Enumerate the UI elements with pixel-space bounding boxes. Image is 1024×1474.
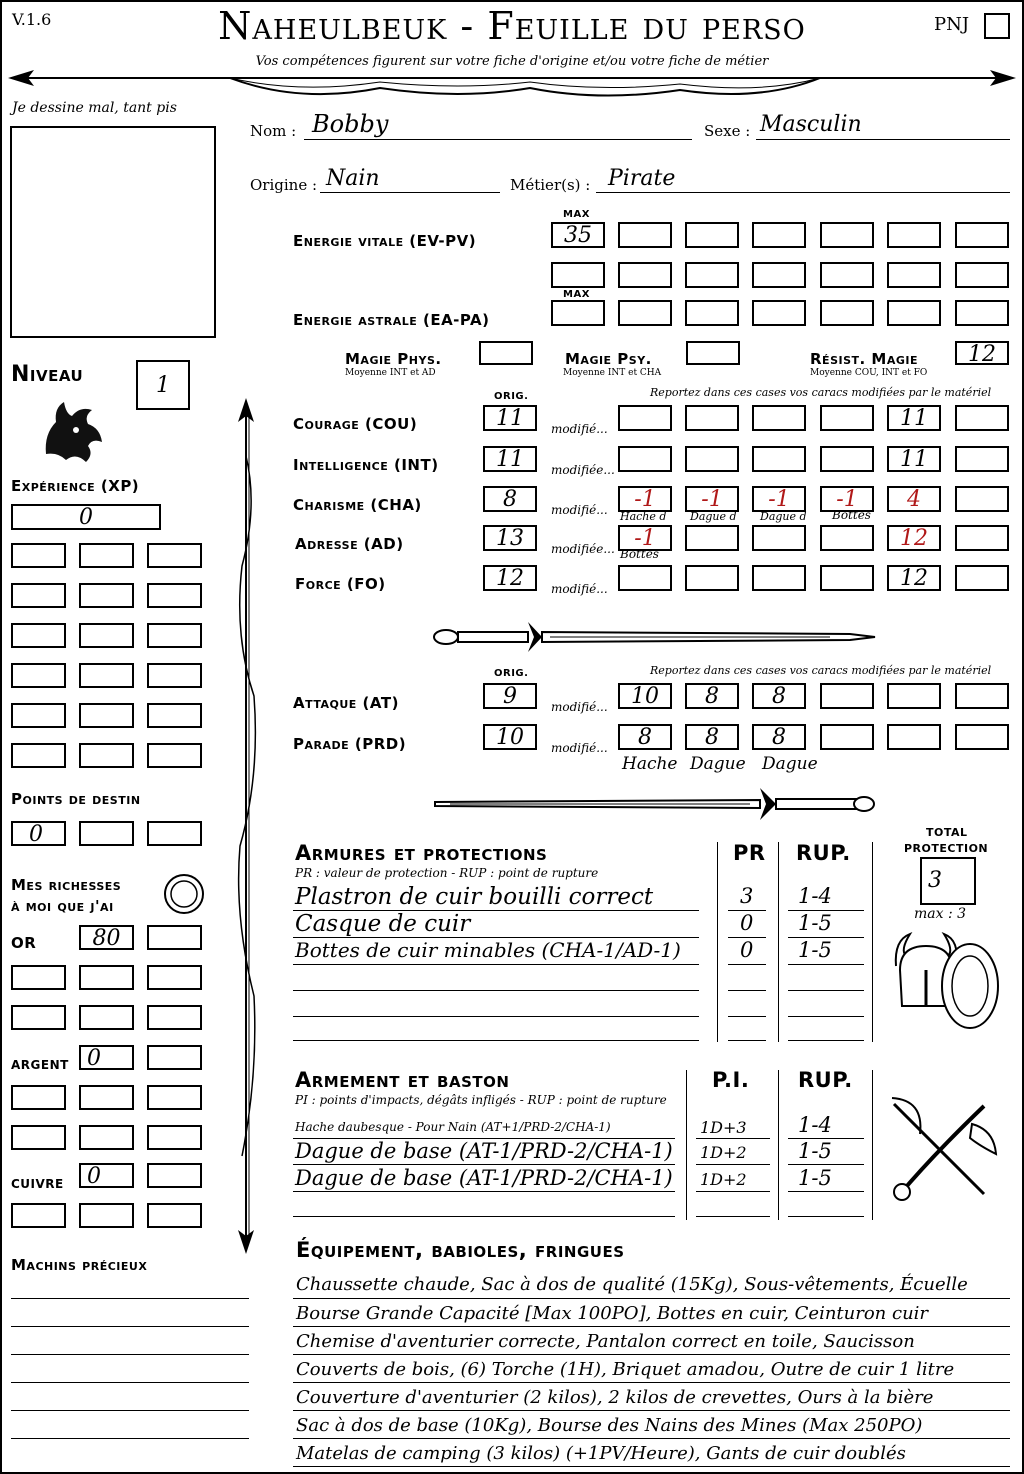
- or-box[interactable]: [147, 925, 202, 950]
- argent-box[interactable]: [147, 1125, 202, 1150]
- ad-orig-value: 13: [496, 526, 524, 551]
- equipment-rule: [293, 1354, 1010, 1355]
- ev-box[interactable]: [820, 262, 874, 288]
- ad-mod-label: modifiée...: [551, 542, 615, 556]
- fo-orig-value: 12: [496, 566, 524, 591]
- ad-mod-value: -1: [634, 526, 656, 551]
- armor-line[interactable]: [728, 1040, 766, 1041]
- ev-box[interactable]: [685, 222, 739, 248]
- armor-column-divider: [872, 842, 873, 1042]
- cou-final-value: 11: [900, 406, 928, 431]
- total-protection-value: 3: [928, 868, 942, 893]
- precious-line[interactable]: [11, 1410, 249, 1411]
- int-mod-label: modifiée...: [551, 463, 615, 477]
- int-mod-box[interactable]: [820, 446, 874, 472]
- armor-item-pr[interactable]: 0: [740, 938, 754, 962]
- cha-label: Charisme (CHA): [293, 496, 422, 514]
- weapons-column-divider: [778, 1070, 779, 1220]
- ea-max-label: MAX: [563, 289, 590, 300]
- at-mod-box[interactable]: [955, 683, 1009, 709]
- ea-box[interactable]: [618, 300, 672, 326]
- richesses-label-2: à moi que j'ai: [11, 897, 114, 915]
- ev-max-label: MAX: [563, 209, 590, 220]
- weapon-line: [788, 1164, 864, 1165]
- carac-report-note: Reportez dans ces cases vos caracs modifiées par le matériel: [650, 386, 992, 399]
- fo-mod-label: modifié...: [551, 582, 608, 596]
- ev-max-value: 35: [564, 223, 592, 248]
- at-mod-value: 8: [705, 684, 719, 709]
- origine-line: [320, 192, 500, 193]
- armor-item-pr[interactable]: 0: [740, 911, 754, 935]
- equipment-line[interactable]: Chemise d'aventurier correcte, Pantalon correct en toile, Saucisson: [296, 1331, 915, 1352]
- niveau-value: 1: [156, 373, 170, 398]
- armor-title: Armures et protections: [295, 841, 548, 865]
- xp-grid-box[interactable]: [147, 743, 202, 768]
- magie-phys-box[interactable]: [479, 341, 533, 365]
- cou-orig-box[interactable]: [483, 405, 537, 431]
- xp-grid-box[interactable]: [79, 703, 134, 728]
- ad-mod-box[interactable]: [752, 525, 806, 551]
- armor-rup-label: RUP.: [796, 841, 851, 865]
- resist-magie-value: 12: [968, 342, 996, 367]
- int-final-box[interactable]: [887, 446, 941, 472]
- weapon-line: [788, 1191, 864, 1192]
- combat-orig-label: ORIG.: [494, 668, 529, 679]
- argent-box[interactable]: [79, 1125, 134, 1150]
- xp-grid-box[interactable]: [79, 663, 134, 688]
- prd-mod-value: 8: [638, 725, 652, 750]
- prd-mod-value: 8: [772, 725, 786, 750]
- cha-mod-source: Hache d: [620, 510, 667, 523]
- weapon-item-rup[interactable]: 1-5: [798, 1139, 832, 1163]
- equipment-line[interactable]: Couverts de bois, (6) Torche (1H), Briquet amadou, Outre de cuir 1 litre: [296, 1359, 955, 1380]
- weapons-note: PI : points d'impacts, dégâts infligés - RUP : point de rupture: [295, 1093, 667, 1107]
- fo-mod-box[interactable]: [685, 565, 739, 591]
- ea-max-box[interactable]: [551, 300, 605, 326]
- fo-mod-box[interactable]: [618, 565, 672, 591]
- metier-value[interactable]: Pirate: [608, 166, 676, 191]
- ad-final-value: 12: [900, 526, 928, 551]
- weapon-item-name[interactable]: Dague de base (AT-1/PRD-2/CHA-1): [295, 1139, 673, 1163]
- at-mod-box[interactable]: [752, 683, 806, 709]
- armor-line[interactable]: [728, 1016, 766, 1017]
- armor-pr-label: PR: [733, 841, 766, 865]
- xp-grid-box[interactable]: [11, 663, 66, 688]
- armor-line[interactable]: [728, 990, 766, 991]
- weapon-name: Dague: [690, 754, 746, 774]
- pnj-label: PNJ: [934, 14, 970, 35]
- coin-icon: [162, 872, 206, 916]
- ad-mod-box[interactable]: [685, 525, 739, 551]
- xp-grid-box[interactable]: [11, 623, 66, 648]
- xp-grid-box[interactable]: [79, 743, 134, 768]
- weapon-item-pi[interactable]: 1D+2: [700, 1170, 747, 1189]
- at-mod-value: 10: [631, 684, 659, 709]
- ev-box[interactable]: [955, 222, 1009, 248]
- cou-mod-box[interactable]: [752, 405, 806, 431]
- crossed-weapons-icon: [884, 1094, 1004, 1214]
- weapon-item-pi[interactable]: 1D+2: [700, 1143, 747, 1162]
- metier-line: [596, 192, 1010, 193]
- cou-mod-box[interactable]: [955, 405, 1009, 431]
- weapons-rup-label: RUP.: [798, 1068, 853, 1092]
- armor-item-name[interactable]: Bottes de cuir minables (CHA-1/AD-1): [295, 938, 681, 962]
- equipment-rule: [293, 1298, 1010, 1299]
- at-mod-box[interactable]: [685, 683, 739, 709]
- armor-line[interactable]: [788, 1016, 864, 1017]
- cuivre-box[interactable]: [79, 1203, 134, 1228]
- int-mod-box[interactable]: [955, 446, 1009, 472]
- ev-max-box[interactable]: [551, 222, 605, 248]
- int-mod-box[interactable]: [752, 446, 806, 472]
- fo-final-value: 12: [900, 566, 928, 591]
- cha-final-value: 4: [907, 487, 921, 512]
- precious-line[interactable]: [11, 1382, 249, 1383]
- ev-box[interactable]: [618, 222, 672, 248]
- spear-ornament: [228, 396, 264, 1256]
- carac-orig-label: ORIG.: [494, 391, 529, 402]
- cha-mod-box[interactable]: [955, 486, 1009, 512]
- sexe-label: Sexe :: [704, 122, 751, 140]
- fo-mod-box[interactable]: [752, 565, 806, 591]
- weapon-line[interactable]: [293, 1216, 675, 1217]
- total-protection-max: max : 3: [914, 906, 967, 922]
- xp-grid-box[interactable]: [147, 543, 202, 568]
- precious-line[interactable]: [11, 1354, 249, 1355]
- ea-box[interactable]: [887, 300, 941, 326]
- armor-line: [293, 964, 699, 965]
- machins-precieux-label: Machins précieux: [11, 1256, 148, 1274]
- ad-mod-source: Bottes: [620, 547, 659, 561]
- portrait-box[interactable]: [10, 126, 216, 338]
- cha-orig-box[interactable]: [483, 486, 537, 512]
- cha-mod-value: -1: [634, 487, 656, 512]
- weapons-pi-label: P.I.: [712, 1068, 750, 1092]
- xp-grid-box[interactable]: [11, 543, 66, 568]
- argent-box[interactable]: [11, 1085, 66, 1110]
- prd-mod-value: 8: [705, 725, 719, 750]
- xp-grid-box[interactable]: [11, 703, 66, 728]
- xp-grid-box[interactable]: [79, 543, 134, 568]
- ad-final-box[interactable]: [887, 525, 941, 551]
- armor-line: [728, 964, 766, 965]
- cha-final-box[interactable]: [887, 486, 941, 512]
- equipment-rule: [293, 1410, 1010, 1411]
- fo-orig-box[interactable]: [483, 565, 537, 591]
- at-mod-box[interactable]: [820, 683, 874, 709]
- armor-item-rup[interactable]: 1-4: [798, 884, 832, 908]
- armor-line[interactable]: [788, 1040, 864, 1041]
- armor-item-name[interactable]: Casque de cuir: [295, 911, 471, 937]
- sexe-line: [756, 139, 1010, 140]
- origine-label: Origine :: [250, 176, 318, 194]
- total-protection-label-2: PROTECTION: [904, 842, 989, 855]
- or-box[interactable]: [147, 965, 202, 990]
- weapon-item-rup[interactable]: 1-5: [798, 1166, 832, 1190]
- xp-box[interactable]: [11, 504, 161, 530]
- xp-grid-box[interactable]: [147, 583, 202, 608]
- weapon-name: Dague: [762, 754, 818, 774]
- resist-magie-label: Résist. Magie: [810, 350, 919, 368]
- int-final-value: 11: [900, 447, 928, 472]
- weapon-item-rup[interactable]: 1-4: [798, 1113, 832, 1137]
- weapon-line[interactable]: [788, 1216, 864, 1217]
- cha-mod-box[interactable]: [752, 486, 806, 512]
- magie-phys-label: Magie Phys.: [345, 350, 442, 368]
- cou-orig-value: 11: [496, 406, 524, 431]
- argent-label: ARGENT: [11, 1058, 69, 1072]
- fo-final-box[interactable]: [887, 565, 941, 591]
- cuivre-box[interactable]: [147, 1163, 202, 1188]
- destin-box[interactable]: [11, 821, 66, 846]
- cha-mod-label: modifié...: [551, 503, 608, 517]
- cuivre-box[interactable]: [147, 1203, 202, 1228]
- int-orig-value: 11: [496, 447, 524, 472]
- weapon-line: [293, 1164, 675, 1165]
- nom-label: Nom :: [250, 122, 297, 140]
- cuivre-label: CUIVRE: [11, 1177, 64, 1191]
- resist-magie-box[interactable]: [955, 341, 1009, 365]
- prd-mod-box[interactable]: [887, 724, 941, 750]
- cha-orig-value: 8: [503, 487, 517, 512]
- cou-mod-box[interactable]: [618, 405, 672, 431]
- magie-psy-note: Moyenne INT et CHA: [563, 368, 662, 378]
- weapon-line: [696, 1191, 770, 1192]
- ev-box[interactable]: [685, 262, 739, 288]
- int-mod-box[interactable]: [685, 446, 739, 472]
- prd-mod-box[interactable]: [820, 724, 874, 750]
- equipment-line[interactable]: Sac à dos de base (10Kg), Bourse des Nains des Mines (Max 250PO): [296, 1415, 923, 1436]
- total-protection-box[interactable]: [920, 857, 976, 905]
- argent-box[interactable]: [79, 1085, 134, 1110]
- origine-value[interactable]: Nain: [326, 166, 380, 191]
- argent-box[interactable]: [147, 1045, 202, 1070]
- xp-label: Expérience (XP): [11, 477, 140, 495]
- weapon-item-name[interactable]: Hache daubesque - Pour Nain (AT+1/PRD-2/CHA-1): [295, 1120, 611, 1134]
- precious-line[interactable]: [11, 1298, 249, 1299]
- nom-line: [304, 139, 692, 140]
- equipment-line[interactable]: Matelas de camping (3 kilos) (+1PV/Heure), Gants de cuir doublés: [296, 1443, 906, 1464]
- armor-item-rup[interactable]: 1-5: [798, 938, 832, 962]
- weapon-line: [696, 1138, 770, 1139]
- xp-grid-box[interactable]: [79, 583, 134, 608]
- cha-mod-source: Dague d: [760, 510, 807, 523]
- or-box[interactable]: [79, 1005, 134, 1030]
- destin-box[interactable]: [79, 821, 134, 846]
- sword-icon: [430, 782, 880, 826]
- fo-mod-box[interactable]: [820, 565, 874, 591]
- magie-psy-box[interactable]: [686, 341, 740, 365]
- equipment-rule: [293, 1382, 1010, 1383]
- destin-value: 0: [29, 822, 43, 847]
- at-mod-value: 8: [772, 684, 786, 709]
- ea-box[interactable]: [820, 300, 874, 326]
- xp-grid-box[interactable]: [11, 583, 66, 608]
- argent-box[interactable]: [11, 1125, 66, 1150]
- prd-orig-value: 10: [496, 725, 524, 750]
- armor-line[interactable]: [293, 990, 699, 991]
- combat-report-note: Reportez dans ces cases vos caracs modifiées par le matériel: [650, 664, 992, 677]
- resist-magie-note: Moyenne COU, INT et FO: [810, 368, 928, 378]
- or-box[interactable]: [11, 1005, 66, 1030]
- sheet-title: Naheulbeuk - Feuille du perso: [218, 4, 806, 48]
- metier-label: Métier(s) :: [510, 176, 591, 194]
- armor-line[interactable]: [293, 1016, 699, 1017]
- sword-icon: [430, 612, 880, 662]
- prd-label: Parade (PRD): [293, 735, 407, 753]
- xp-value: 0: [79, 505, 93, 530]
- precious-line[interactable]: [11, 1326, 249, 1327]
- ev-label: Energie vitale (EV-PV): [293, 232, 477, 250]
- cha-mod-box[interactable]: [618, 486, 672, 512]
- cha-mod-value: -1: [836, 487, 858, 512]
- sheet-subtitle: Vos compétences figurent sur votre fiche d'origine et/ou votre fiche de métier: [255, 54, 769, 69]
- or-box[interactable]: [79, 965, 134, 990]
- weapon-line[interactable]: [696, 1216, 770, 1217]
- pnj-checkbox[interactable]: [984, 13, 1010, 39]
- weapons-title: Armement et baston: [295, 1068, 510, 1092]
- xp-grid-box[interactable]: [11, 743, 66, 768]
- armor-item-pr[interactable]: 3: [740, 884, 754, 908]
- armor-column-divider: [778, 842, 779, 1042]
- at-mod-label: modifié...: [551, 700, 608, 714]
- precious-line[interactable]: [11, 1438, 249, 1439]
- armor-item-rup[interactable]: 1-5: [798, 911, 832, 935]
- at-orig-value: 9: [503, 684, 517, 709]
- magie-psy-label: Magie Psy.: [565, 350, 652, 368]
- version-label: V.1.6: [12, 10, 52, 29]
- destin-label: Points de destin: [11, 790, 141, 808]
- xp-grid-box[interactable]: [147, 703, 202, 728]
- xp-grid-box[interactable]: [147, 663, 202, 688]
- cha-mod-source: Bottes: [832, 508, 871, 522]
- int-label: Intelligence (INT): [293, 456, 439, 474]
- cou-mod-box[interactable]: [685, 405, 739, 431]
- destin-box[interactable]: [147, 821, 202, 846]
- ea-box[interactable]: [955, 300, 1009, 326]
- argent-box[interactable]: [147, 1085, 202, 1110]
- ev-box[interactable]: [752, 262, 806, 288]
- xp-grid-box[interactable]: [147, 623, 202, 648]
- nom-value[interactable]: Bobby: [312, 110, 389, 138]
- prd-orig-box[interactable]: [483, 724, 537, 750]
- or-box[interactable]: [147, 1005, 202, 1030]
- argent-box[interactable]: [79, 1045, 134, 1070]
- argent-value: 0: [87, 1046, 101, 1071]
- weapon-item-name[interactable]: Dague de base (AT-1/PRD-2/CHA-1): [295, 1166, 673, 1190]
- fo-label: Force (FO): [295, 575, 386, 593]
- ad-orig-box[interactable]: [483, 525, 537, 551]
- prd-mod-box[interactable]: [685, 724, 739, 750]
- int-mod-box[interactable]: [618, 446, 672, 472]
- cha-mod-box[interactable]: [685, 486, 739, 512]
- ea-box[interactable]: [752, 300, 806, 326]
- at-mod-box[interactable]: [618, 683, 672, 709]
- weapons-column-divider: [872, 1070, 873, 1220]
- cou-mod-box[interactable]: [820, 405, 874, 431]
- armor-item-name[interactable]: Plastron de cuir bouilli correct: [295, 884, 654, 910]
- dragon-icon: [36, 394, 108, 466]
- cou-label: Courage (COU): [293, 415, 418, 433]
- xp-grid-box[interactable]: [79, 623, 134, 648]
- armor-line[interactable]: [788, 990, 864, 991]
- int-orig-box[interactable]: [483, 446, 537, 472]
- or-box[interactable]: [11, 965, 66, 990]
- equipment-line[interactable]: Bourse Grande Capacité [Max 100PO], Bottes en cuir, Ceinturon cuir: [296, 1303, 929, 1324]
- equipment-rule: [293, 1326, 1010, 1327]
- cuivre-box[interactable]: [79, 1163, 134, 1188]
- ev-box[interactable]: [955, 262, 1009, 288]
- equipment-title: Équipement, babioles, fringues: [296, 1238, 625, 1262]
- niveau-box[interactable]: [136, 360, 190, 410]
- helmet-shield-icon: [886, 926, 1006, 1036]
- cou-mod-label: modifié...: [551, 422, 608, 436]
- ev-box[interactable]: [752, 222, 806, 248]
- prd-mod-label: modifié...: [551, 741, 608, 755]
- weapon-name: Hache: [622, 754, 678, 774]
- ev-box[interactable]: [820, 222, 874, 248]
- cha-mod-source: Dague d: [690, 510, 737, 523]
- portrait-caption: Je dessine mal, tant pis: [12, 100, 177, 116]
- or-label: OR: [11, 934, 37, 952]
- ad-label: Adresse (AD): [295, 535, 404, 553]
- armor-line: [788, 964, 864, 965]
- equipment-rule: [293, 1466, 1010, 1467]
- weapon-line: [293, 1191, 675, 1192]
- magie-phys-note: Moyenne INT et AD: [345, 368, 436, 378]
- cou-final-box[interactable]: [887, 405, 941, 431]
- prd-mod-box[interactable]: [955, 724, 1009, 750]
- weapons-column-divider: [686, 1070, 687, 1220]
- ev-box[interactable]: [551, 262, 605, 288]
- ea-label: Energie astrale (EA-PA): [293, 311, 490, 329]
- sexe-value[interactable]: Masculin: [760, 112, 862, 137]
- ev-box[interactable]: [887, 262, 941, 288]
- equipment-line[interactable]: Chaussette chaude, Sac à dos de qualité (15Kg), Sous-vêtements, Écuelle: [296, 1274, 968, 1295]
- cuivre-box[interactable]: [11, 1203, 66, 1228]
- ev-box[interactable]: [887, 222, 941, 248]
- prd-mod-box[interactable]: [752, 724, 806, 750]
- equipment-line[interactable]: Couverture d'aventurier (2 kilos), 2 kilos de crevettes, Ours à la bière: [296, 1387, 934, 1408]
- richesses-label: Mes richesses: [11, 876, 122, 894]
- equipment-rule: [293, 1438, 1010, 1439]
- cha-mod-value: -1: [701, 487, 723, 512]
- at-label: Attaque (AT): [293, 694, 399, 712]
- armor-column-divider: [717, 842, 718, 1042]
- ea-box[interactable]: [685, 300, 739, 326]
- or-box[interactable]: [79, 925, 134, 950]
- weapon-item-pi[interactable]: 1D+3: [700, 1118, 747, 1137]
- total-protection-label: TOTAL: [926, 826, 968, 839]
- ad-mod-box[interactable]: [955, 525, 1009, 551]
- niveau-label: Niveau: [11, 362, 84, 387]
- at-orig-box[interactable]: [483, 683, 537, 709]
- armor-note: PR : valeur de protection - RUP : point de rupture: [295, 866, 599, 880]
- cha-mod-value: -1: [768, 487, 790, 512]
- ad-mod-box[interactable]: [820, 525, 874, 551]
- weapon-line: [696, 1164, 770, 1165]
- at-mod-box[interactable]: [887, 683, 941, 709]
- prd-mod-box[interactable]: [618, 724, 672, 750]
- ev-box[interactable]: [618, 262, 672, 288]
- or-value: 80: [92, 926, 121, 951]
- cuivre-value: 0: [87, 1164, 101, 1189]
- fo-mod-box[interactable]: [955, 565, 1009, 591]
- armor-line[interactable]: [293, 1040, 699, 1041]
